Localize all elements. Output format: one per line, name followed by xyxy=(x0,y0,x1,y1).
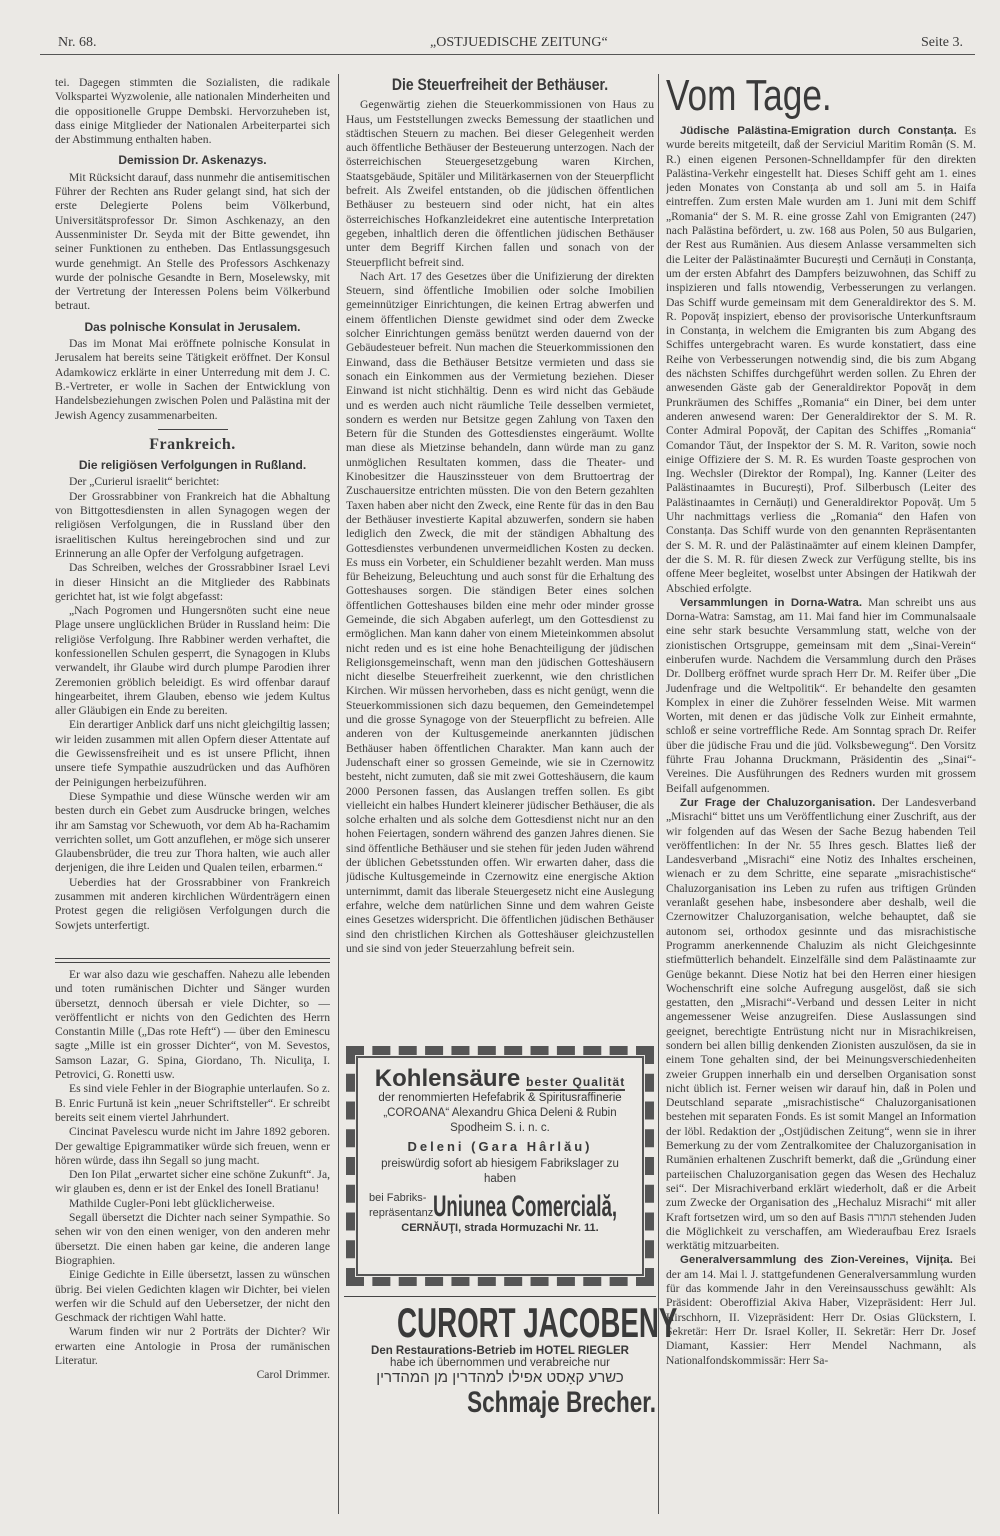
page-number: Seite 3. xyxy=(921,35,963,50)
paragraph: Mathilde Cugler-Poni lebt glücklicherweise. xyxy=(69,1196,275,1210)
divider xyxy=(158,429,228,430)
paragraph: Der „Curierul israelit“ berichtet: xyxy=(69,475,220,489)
ad-quality: bester Qualität xyxy=(526,1075,626,1089)
paragraph: tei. Dagegen stimmten die Sozialisten, die radikale Volkspartei Wyzwolenie, alle nationalen Minderheiten und die oppositionelle Gruppe Dembski. Hervorzuheben ist, dass einige Mitglieder der Nationalen Arbeiterpartei sich der Abstimmung enthalten haben. xyxy=(55,76,330,147)
paragraph: Cincinat Pavelescu wurde nicht im Jahre 1892 geboren. Der gewaltige Epigrammatiker würde sich freuen, wenn er hören würde, dass ihn Segall so jung macht. xyxy=(55,1125,330,1167)
paragraph: Mit Rücksicht darauf, dass nunmehr die antisemitischen Führer der Rechten ans Ruder gelangt sind, hat sich der erste Delegierte Polens beim Völkerbund, Universitätsprofessor Dr. Simon Aschkenazy, an den Aussenminister Dr. Seyda mit der Bitte gewendet, ihn seiner Funktionen zu entheben. Das Entlassungsgesuch wurde genehmigt. An Stelle des Professors Aschkenazy wurde der polnische Gesandte in Bern, Moselewsky, mit der Vertretung der Interessen Polens beim Völkerbund betraut. xyxy=(55,170,330,313)
paragraph: „Nach Pogromen und Hungersnöten sucht eine neue Plage unsere unglücklichen Brüder in Russland heim: Die religiöse Verfolgung. Ihre Rabbiner werden verhaftet, die konfessionellen Schulen gesperrt, die Synagogen in Klubs verwandelt, ihr Glaube wird durch plumpe Parodien ihrer Zeremonien gröblich beleidigt. Es wird offenbar darauf hingearbeitet, ihrem Glauben, ebenso wie jedem Kultus aller Gläubigen ein Ende zu bereiten. xyxy=(55,604,330,718)
column-divider xyxy=(338,74,339,1514)
section-heading: Frankreich. xyxy=(149,435,236,453)
ad-text: preiswürdig sofort ab hiesigem Fabrikslager zu haben xyxy=(381,1158,619,1185)
paragraph: Ein derartiger Anblick darf uns nicht gleichgiltig lassen; wir leiden zusammen mit allen Opfern dieser Attentate auf die Gewissensfreiheit und es ist unsere Pflicht, ihnen unsere tiefe Sympathie auszudrücken und das Aufhören der Peinigungen herbeizuführen. xyxy=(55,718,330,789)
section-title: Vom Tage. xyxy=(666,74,832,120)
paragraph: Gegenwärtig ziehen die Steuerkommissionen von Haus zu Haus, um Feststellungen zwecks Bemessung der staatlichen und städtischen Steuern zu machen. Bei dieser Gelegenheit werden auch öffentliche Bethäuser der Besteuerung unterzogen. Nach der österreichischen Steuergesetzgebung waren Kirchen, Staatsgebäude, Spitäler und Militärkasernen von der Steuerpflicht befreit. Als Zweifel entstanden, ob die jüdischen öffentlichen Bethäuser zu besteuern sind oder nicht, hat ein altes österreichisches Hofkanzleidekret eine autentische Interpretation gegeben, inhaltlich deren die öffentlichen jüdischen Bethäuser unter dem Begriff Kirchen fallen und sonach von der Steuerpflicht befreit sind. xyxy=(346,98,654,269)
paragraph: Diese Sympathie und diese Wünsche werden wir am besten durch ein Gebet zum Ausdrucke bringen, welches ihr am Samstag vor Schewuoth, vor dem Ab ha-Rachamim verrichten sollet, um Gott anzuflehen, er möge sich unserer Glaubensbrüder, die treu zur Thora halten, wie auch aller derjenigen, die ihre Leiden und Qualen teilen, erbarmen.“ xyxy=(55,789,330,875)
paragraph: Einige Gedichte in Eille übersetzt, lassen zu wünschen übrig. Bei vielen Gedichten klagen wir Dichter, bei vielen werfen wir die Schuld auf den Uebersetzer, der nicht den Geschmack der richtigen Wahl hatte. xyxy=(55,1268,330,1325)
news-headline: Jüdische Palästina-Emigration durch Constanța. xyxy=(680,125,957,137)
paragraph: Das Schreiben, welches der Grossrabbiner Israel Levi in dieser Hinsicht an die Mitglieder des Rabbinats gerichtet hat, ist wie folgt abgefasst: xyxy=(55,561,330,603)
newspaper-name: „OSTJUEDISCHE ZEITUNG“ xyxy=(430,35,608,50)
paragraph: Den Ion Pilat „erwartet sicher eine schöne Zukunft“. Ja, wir glauben es, denn er ist der Enkel des Ionell Bratianu! xyxy=(55,1168,330,1196)
ad-text: bei Fabriks-repräsentanz xyxy=(369,1192,434,1219)
ad-text: Den Restaurations-Betrieb im HOTEL RIEGLER xyxy=(371,1345,629,1357)
article-heading: Das polnische Konsulat in Jerusalem. xyxy=(84,319,301,334)
paragraph: Nach Art. 17 des Gesetzes über die Unifizierung der direkten Steuern, sind öffentliche Imobilien oder solche Imobilien gemeinnütziger Einrichtungen, die keinen Ertrag abwerfen und einem öffentlichen Dienste gewidmet sind oder dem Zwecke solcher Einrichtungen gemäss benützt werden dauernd von der Gebäudesteuer befreit. Nun machen die Steuerkommissionen den Einwand, dass die Bethäuser Betsitze vermieten und dass sie sonach ein Einkommen aus der Vermietung beziehen. Dieser Einwand ist nicht stichhältig. Denn es wird nicht das Gebäude und es werden auch nicht räumliche Teile desselben vermietet, sondern es werden nur Betsitze gegen Zahlung von Taxen den Betern für die Stunden des Gottesdienstes eingeräumt. Wollte man diese als Mietzinse behandeln, dann würde man zu ganz unmöglichen Resultaten kommen, dass die Theater- und Kinobesitzer die Hauszinssteuer von dem Bruttoertrag der Zuschauersitze entrichten müssten. Die von den Betern gezahlten Taxen haben aber nicht den Zweck, eine Rente für das in den Bau der Bethäuser investierte Kapital abzuwerfen, sondern sie haben lediglich den Zweck, die mit der ständigen Abhaltung des Gottesdienstes verbundenen unvermeidlichen Kosten zu decken. Es muss ein Vorbeter, ein Schuldiener bezahlt werden. Man muss für Beheizung, Beleuchtung und auch sonst für die Erhaltung des Gotteshauses sorgen. Die ständigen Beter eines solchen öffentlichen Gotteshauses bilden eine mehr oder minder grosse Gemeinde, die sich Abgaben auferlegt, um den Gottesdienst zu ermöglichen. Man kann daher von einem Mieteinkommen absolut nicht reden und es ist eine hohe Benachteiligung der jüdischen Religionsgemeinschaft, wenn man den jüdischen Gotteshäusern nicht dieselbe Steuerfreiheit zuerkennt, wie den christlichen Kirchen. Wir müssen hervorheben, dass es nicht genügt, wenn die Steuerkommissionen sich dazu bequemen, den Gemeindetempel und die grosse Synagoge von der Steuerpflicht zu befreien. Alle anderen von der Kultusgemeinde anerkannten jüdischen Bethäuser haben öffentlichen Charakter. Man kann auch der Judenschaft einer so grossen Gemeinde, wie sie in Czernowitz besteht, nicht zumuten, daß sie mit zwei Gotteshäusern, die kaum 2000 Personen fassen, das Auslangen treffen sollen. Es gibt vielleicht ein halbes Hundert kleinerer jüdischer Bethäuser, die als solche erhalten und als solche dem Gottesdienst nicht nur an den hohen Feiertagen, sondern während des ganzen Jahres dienen. Sie sind öffentliche Bethäuser und sie stehen für jeden Juden während der üblichen Gebetsstunden offen. Wir erwarten daher, dass die jüdische Kultusgemeinde in Czernowitz eine energische Aktion unternimmt, damit das liberale Steuergesetz nicht eine Auslegung erfahre, welche dem natürlichen Sinne und dem wahren Geiste eines Gesetzes widerspricht. Die öffentlichen jüdischen Bethäuser sind den christlichen Kirchen als Gotteshäuser gleichzustellen und sie sind von jeder Steuerzahlung befreit sein. xyxy=(346,269,654,955)
paragraph: Ueberdies hat der Grossrabbiner von Frankreich zusammen mit anderen kirchlichen Würdenträgern einen Protest gegen die religiösen Verfolgungen durch die Sowjets unterfertigt. xyxy=(55,875,330,932)
news-item xyxy=(666,596,976,796)
page-header xyxy=(40,28,975,55)
news-text: Es wurde bereits mitgeteilt, daß der Serviciul Maritim Român (S. M. R.) einen eigenen Personen-Schnelldampfer für den direkten Palästina-Verkehr eingestellt hat. Dieses Schiff geht am 1. eines jeden Monates von Constanța ab und soll am 5. in Haifa eintreffen. Zum ersten Male wurden am 1. Juni mit dem Schiff „Romania“ der S. M. R. eine grosse Zahl von Emigranten (247) nach Palästina befördert, u. zw. 168 aus Polen, 50 aus Bulgarien, der Rest aus Rumänien. Aus diesem Anlasse versammelten sich die Leiter der Palästinaämter București und Cernăuți in Constanța, um der ersten Abfahrt des Dampfers beizuwohnen, das Schiff zu inspizieren und falls ntowendig, Verbesserungen zu verlangen. Das Schiff wurde gemeinsam mit dem Generaldirektor des S. M. R. Popovăț inspiziert, ebenso der provisorische Unterkunftsraum in Constanța, in welchem die Emigranten bis zum Abgang des Schiffes untergebracht waren. Es wurde konstatiert, dass eine Reihe von Verbesserungen notwendig sind, die bis zum Abgang des nächsten Schiffes durchgeführt werden sollen. Zu Ehren der anwesenden Gäste gab der Generaldirektor Popovăț in dem Prunkräumen des Schiffes „Romania“ ein Diner, bei dem unter anderen anwesend waren: Der Generaldirektor der S. M. R. Conter Admiral Popovăț, der Capitan des Schiffes „Romania“ Comandor Tăut, der Inspektor der S. M. R. Variton, sowie noch einige Offiziere der S. M. R. Es wurden Toaste gesprochen von Ing. Wechsler (Direktor der Rompal), Ing. Kanner (Leiter des Palästinaamtes in București), Prof. Silberbusch (Leiter des Palästinaamtes in Cernăuți) und Generaldirektor Popovăț. Um 5 Uhr nachmittags verliess die „Romania“ den Hafen von Constanța. Das Schiff wurde von den genannten Repräsentanten der S. M. R. und der Palästinaämter auf einem kleinen Dampfer, der die S. M. R. für diesen Zweck zur Verfügung stellte, bis ins offene Meer begleitet, woselbst unter Absingen der Hatikwah der Abschied erfolgte. xyxy=(666,124,976,595)
article-heading: Die religiösen Verfolgungen in Rußland. xyxy=(78,458,307,473)
column-1-bottom xyxy=(55,968,330,1498)
news-text: Der Landesverband „Misrachi“ bittet uns um Veröffentlichung einer Zuschrift, aus der wir folgenden auf das Wesen der Sache Bezug habenden Teil veröffentlichen: In der Nr. 55 Ihres gesch. Blattes ließ der Landesverband „Misrachi“ eine Notiz des Inhaltes erscheinen, wienach er zu dem Schritte, eine separate „misrachistische“ Chaluzorganisation ins Leben zu rufen aus triftigen Gründen veranlaßt gesehen habe, insbesondere aber deshalb, weil die Czernowitzer Chaluzorganisation, welche behauptet, daß sie autonom sei, orthodox gesinnte und das misrachistische Programm anerkennende Chaluzim als nicht Gleichgesinnte stiefmütterlich behandelt. Einzelfälle sind dem Palästinaamte zur Genüge bekannt. Diese Notiz hat bei den Herren einer hiesigen Wochenschrift eine solche Aufregung ausgelöst, daß sie sich gestatten, den „Misrachi“-Verband und dessen Leiter in nicht angemessener Weise anzugreifen. Diese Auslassungen sind geeignet, berechtigte Entrüstung nicht nur in Misrachikreisen, sondern bei allen billig denkenden Zionisten auszulösen, da sie in einem Tone gehalten sind, der bei Meinungsverschiedenheiten zweier Gruppen innerhalb ein und derselben Organisation sonst nicht üblich ist. Ferner weisen wir darauf hin, daß in Polen und Deutschland separate „misrachistische“ Chaluzorganisationen bestehen mit separaten Fonds. Es ist somit Mangel an Information der löbl. Redaktion der „Ostjüdischen Zeitung“, wenn sie in ihrer Bemerkung zu der vom Zentralkomitee der Chaluzorganisation in Rumänien erhaltenen Zuschrift bemerkt, daß die „Gründung einer parteiischen Chaluzorganisation gegen das Wesen des Hechaluz sei“. Der Misrachiverband erklärt wiederholt, daß er die Arbeit zum Zwecke der Organisation des „Hechaluz Misrachi“ mit aller Kraft fortsetzen wird, um so den auf Basis התורה stehenden Juden die Möglichkeit zu verschaffen, am Wiederaufbau Erez Israels werktätig mitzuarbeiten. xyxy=(666,795,976,1253)
news-headline: Generalversammlung des Zion-Vereines, Vijnița. xyxy=(680,1254,953,1267)
ad-company: Uniunea Comercială, xyxy=(433,1189,618,1223)
column-3 xyxy=(666,74,976,1504)
news-headline: Versammlungen in Dorna-Watra. xyxy=(680,596,862,609)
column-1-top xyxy=(55,76,330,956)
column-divider xyxy=(658,74,659,1514)
paragraph: Er war also dazu wie geschaffen. Nahezu alle lebenden und toten rumänischen Dichter und Sänger wurden übersetzt, dennoch übersah er viele Dichter, so — veröffentlicht er nichts von den Gedichten des Herrn Constantin Mille („Das rote Heft“) — über den Eminescu sagte „Mille ist ein grosser Dichter“, von M. Sevestos, Samson Lazar, G. Spina, Giordano, Th. Niculiţa, I. Petrovici, G. Ronetti usw. xyxy=(55,968,330,1082)
news-text: Bei der am 14. Mai l. J. stattgefundenen Generalversammlung wurden für das kommende Jahr in den Vereinsausschuss gewählt: Als Präsident: Oberoffizial Akiva Haber, Vizepräsident: Herr Jul. Hirschhorn, II. Vizepräsident: Herr Dr. Osias Glückstern, I. Sekretär: Herr Dr. Israel Koller, II. Sekretär: Herr Dr. Josef Diamant, Kassier: Herr Mendel Nachmann, als Nationalfondskommissär: Herr Sa- xyxy=(666,1253,976,1367)
paragraph: Es sind viele Fehler in der Biographie unterlaufen. So z. B. Enric Furtună ist kein „neuer Schriftsteller“. Er schreibt bereits seit einem viertel Jahrhundert. xyxy=(55,1082,330,1124)
paragraph: Warum finden wir nur 2 Porträts der Dichter? Wir erwarten eine Antologie in Prosa der rumänischen Literatur. xyxy=(55,1325,330,1368)
ad-address: CERNĂUŢI, strada Hormuzachi Nr. 11. xyxy=(401,1222,599,1234)
paragraph: Der Grossrabbiner von Frankreich hat die Abhaltung von Bittgottesdiensten in allen Synagogen wegen der religiösen Verfolgungen, die in Russland über den israelitischen Kultus hereingebrochen sind und zur Erinnerung an alle Opfer der Verfolgung aufgetragen. xyxy=(55,489,330,560)
paragraph: Segall übersetzt die Dichter nach seiner Sympathie. So sehen wir von den einen weniger, von den anderen mehr übersetzt. Die einen haben gar keine, die anderen lange Biographien. xyxy=(55,1211,330,1267)
news-item xyxy=(666,1253,976,1367)
news-item xyxy=(666,124,976,596)
ad-text: habe ich übernommen und verabreiche nur xyxy=(390,1357,610,1369)
news-text: Man schreibt uns aus Dorna-Watra: Samstag, am 11. Mai fand hier im Communalsaale eine sehr stark besuchte Versammlung statt, welche von der zionistischen Ortsgruppe, gemeinsam mit dem „Sinai-Verein“ einberufen wurde. Nachdem die Versammlung durch den Präses Dr. Dollberg eröffnet wurde sprach Herr Dr. M. Reifer über „Die Judenfrage und die Weltpolitik“. Er behandelte den gesamten Komplex in einer die Zuhörer fesselnden Weise. Mit warmen Worten, mit denen er das jüdische Volk zur Einheit ermahnte, schloß er seine vortreffliche Rede. Am Sonntag sprach Dr. Reifer über die jüdische Frau und die jüd. Volksbewegung“. Den Vorsitz führte Frau Johanna Druckmann, Präsidentin des „Sinai“-Vereines. Die Ausführungen des Redners wurden mit grossem Beifall aufgenommen. xyxy=(666,595,976,795)
column-2 xyxy=(346,78,654,1028)
article-heading: Demission Dr. Askenazys. xyxy=(118,153,267,168)
news-item xyxy=(666,796,976,1254)
ad-location: Deleni (Gara Hârlău) xyxy=(407,1139,593,1154)
issue-number: Nr. 68. xyxy=(58,35,97,50)
article-title: Die Steuerfreiheit der Bethäuser. xyxy=(391,78,609,94)
section-rule xyxy=(55,958,330,963)
advertisement-curort-jacobeny xyxy=(344,1296,678,1420)
news-headline: Zur Frage der Chaluzorganisation. xyxy=(680,796,876,809)
ad-hebrew-text: כשרע קאָסט אפילו למהדרין מן המהדרין xyxy=(376,1369,624,1386)
ad-name: Schmaje Brecher. xyxy=(467,1386,656,1419)
ad-title: CURORT JACOBENY xyxy=(397,1299,678,1346)
ad-text: der renommierten Hefefabrik & Spiritusraffinerie „COROANA“ Alexandru Ghica Deleni & Rubin Spodheim S. i. n. c. xyxy=(378,1092,622,1134)
ad-headline: Kohlensäure xyxy=(374,1065,521,1092)
paragraph: Das im Monat Mai eröffnete polnische Konsulat in Jerusalem hat bereits seine Tätigkeit eröffnet. Der Konsul Adamkowicz erklärte in einer Unterredung mit dem J. C. B.-Vertreter, er wolle in Sachen der Entwicklung von Handelsbeziehungen zwischen Polen und Palästina mit der Jewish Agency zusammenarbeiten. xyxy=(55,337,330,422)
advertisement-kohlensaeure xyxy=(346,1046,654,1286)
author-signature: Carol Drimmer. xyxy=(256,1368,330,1382)
